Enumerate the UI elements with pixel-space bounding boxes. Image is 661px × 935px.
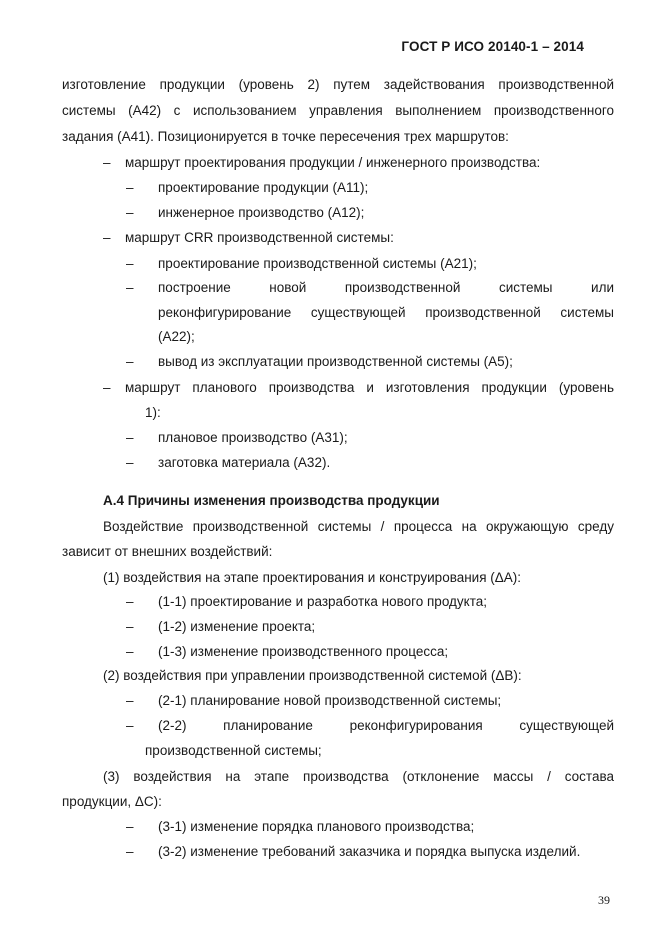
section-heading: А.4 Причины изменения производства продукции [103, 493, 440, 508]
list-item-line-2: реконфигурирование существующей производственной системы [158, 305, 614, 320]
page-number: 39 [598, 893, 610, 907]
dash-bullet: – [126, 693, 134, 708]
list-item: (3-2) изменение требований заказчика и порядка выпуска изделий. [158, 844, 581, 859]
dash-bullet: – [126, 644, 134, 659]
route-2-title: маршрут CRR производственной системы: [125, 230, 394, 245]
section-para-line-1: Воздействие производственной системы / процесса на окружающую среду [103, 519, 614, 534]
list-item-line-2: производственной системы; [145, 743, 322, 758]
list-item: (2-1) планирование новой производственной системы; [158, 693, 502, 708]
route-1-title: маршрут проектирования продукции / инженерного производства: [125, 155, 541, 170]
dash-bullet: – [126, 256, 134, 271]
dash-bullet: – [126, 180, 134, 195]
group-2-title: (2) воздействия при управлении производственной системой (ΔB): [103, 668, 522, 683]
route-3-title-line-2: 1): [145, 405, 161, 420]
intro-line-3: задания (А41). Позиционируется в точке пересечения трех маршрутов: [62, 129, 509, 144]
group-3-title-line-1: (3) воздействия на этапе производства (отклонение массы / состава [103, 769, 614, 784]
list-item: инженерное производство (А12); [158, 205, 365, 220]
group-3-title-line-2: продукции, ΔC): [62, 794, 162, 809]
intro-line-2: системы (А42) с использованием управления выполнением производственного [62, 103, 614, 118]
dash-bullet: – [126, 280, 134, 295]
dash-bullet: – [126, 819, 134, 834]
list-item: вывод из эксплуатации производственной системы (А5); [158, 354, 513, 369]
list-item: (1-1) проектирование и разработка нового продукта; [158, 594, 488, 609]
dash-bullet: – [126, 205, 134, 220]
section-para-line-2: зависит от внешних воздействий: [62, 544, 273, 559]
list-item-line-1: построение новой производственной системы или [158, 280, 614, 295]
dash-bullet: – [126, 844, 134, 859]
list-item: (1-2) изменение проекта; [158, 619, 316, 634]
dash-bullet: – [126, 594, 134, 609]
page-header: ГОСТ Р ИСО 20140-1 – 2014 [401, 39, 584, 54]
route-3-title-line-1: маршрут планового производства и изготовления продукции (уровень [125, 380, 614, 395]
group-1-title: (1) воздействия на этапе проектирования и конструирования (ΔA): [103, 570, 522, 585]
list-item: проектирование продукции (А11); [158, 180, 369, 195]
list-item-line-1: (2-2) планирование реконфигурирования существующей [158, 718, 614, 733]
list-item: (1-3) изменение производственного процесса; [158, 644, 449, 659]
list-item: (3-1) изменение порядка планового производства; [158, 819, 475, 834]
list-item: проектирование производственной системы (А21); [158, 256, 477, 271]
list-item: плановое производство (А31); [158, 430, 348, 445]
dash-bullet: – [103, 230, 111, 245]
dash-bullet: – [126, 430, 134, 445]
list-item: заготовка материала (А32). [158, 455, 331, 470]
dash-bullet: – [126, 619, 134, 634]
dash-bullet: – [126, 455, 134, 470]
intro-line-1: изготовление продукции (уровень 2) путем задействования производственной [62, 77, 614, 92]
list-item-line-3: (А22); [158, 329, 195, 344]
dash-bullet: – [103, 155, 111, 170]
dash-bullet: – [126, 354, 134, 369]
dash-bullet: – [103, 380, 111, 395]
dash-bullet: – [126, 718, 134, 733]
